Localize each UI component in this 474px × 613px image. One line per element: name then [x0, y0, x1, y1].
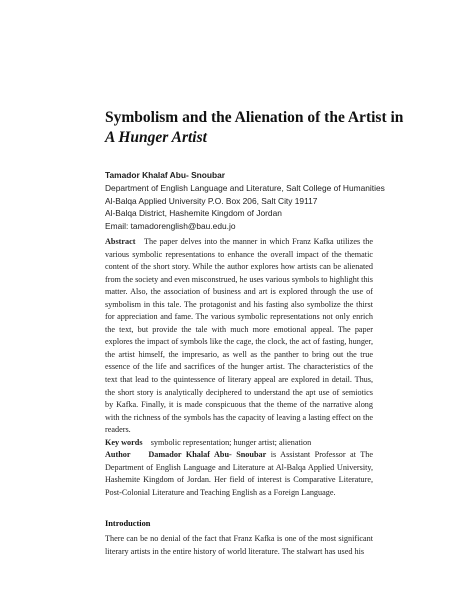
affiliation-line: Department of English Language and Literature, Salt College of Humanities	[105, 182, 385, 193]
author-affiliation	[105, 169, 425, 233]
keywords-text: symbolic representation; hunger artist; alienation	[150, 437, 312, 447]
title-line-2: A Hunger Artist	[105, 129, 207, 146]
affiliation-line: Al-Balqa Applied University P.O. Box 206, Salt City 19117	[105, 195, 318, 206]
author-name: Tamador Khalaf Abu- Snoubar	[105, 170, 226, 180]
author-note-label: Author	[105, 450, 131, 460]
introduction-text: There can be no denial of the fact that Franz Kafka is one of the most significant literary artists in the entire history of world literature. The stalwart has used his	[105, 534, 373, 556]
keywords-label: Key words	[105, 437, 143, 447]
abstract-paragraph	[105, 236, 373, 437]
author-note-paragraph	[105, 449, 373, 499]
abstract-text: The paper delves into the manner in which Franz Kafka utilizes the various symbolic representations to enhance the overall impact of the thematic content of the short story. While the author explores how artists can be alienated from the society and even misconstrued, he uses various symbols to highlight this matter. Also, the association of business and art is explored through the use of symbolism in this tale. The protagonist and his fasting also symbolize the thirst for appreciation and fame. The various symbolic representations not only enrich the text, but provide the tale with much more emotional appeal. The paper explores the impact of symbols like the cage, the clock, the act of fasting, hunger, the artist himself, the impresario, as well as the panther to bring out the true essence of the life and sacrifices of the hunger artist. The characteristics of the text that lead to the quintessence of literary appeal are explored in detail. Thus, the short story is analytically deciphered to understand the apt use of semiotics by Kafka. Finally, it is made conspicuous that the theme of the narrative along with the richness of the symbols has the capacity of leaving a lasting effect on the readers.	[105, 237, 373, 435]
affiliation-line: Al-Balqa District, Hashemite Kingdom of Jordan	[105, 208, 282, 219]
title-line-1: Symbolism and the Alienation of the Artist in	[105, 109, 404, 126]
author-note-text: is Assistant Professor at The Department of English Language and Literature at Al-Balqa Applied University, Hashemite Kingdom of Jordan. Her field of interest is Comparative Literature, Post-Colonial Literature and Teaching English as a Foreign Language.	[105, 450, 374, 497]
abstract-section	[105, 236, 373, 499]
introduction-heading: Introduction	[105, 519, 151, 528]
author-email: Email: tamadorenglish@bau.edu.jo	[105, 221, 236, 232]
author-note-name: Damador Khalaf Abu- Snoubar	[148, 450, 267, 460]
keywords-paragraph	[105, 437, 373, 450]
paper-title	[105, 108, 405, 148]
abstract-label: Abstract	[105, 237, 136, 246]
